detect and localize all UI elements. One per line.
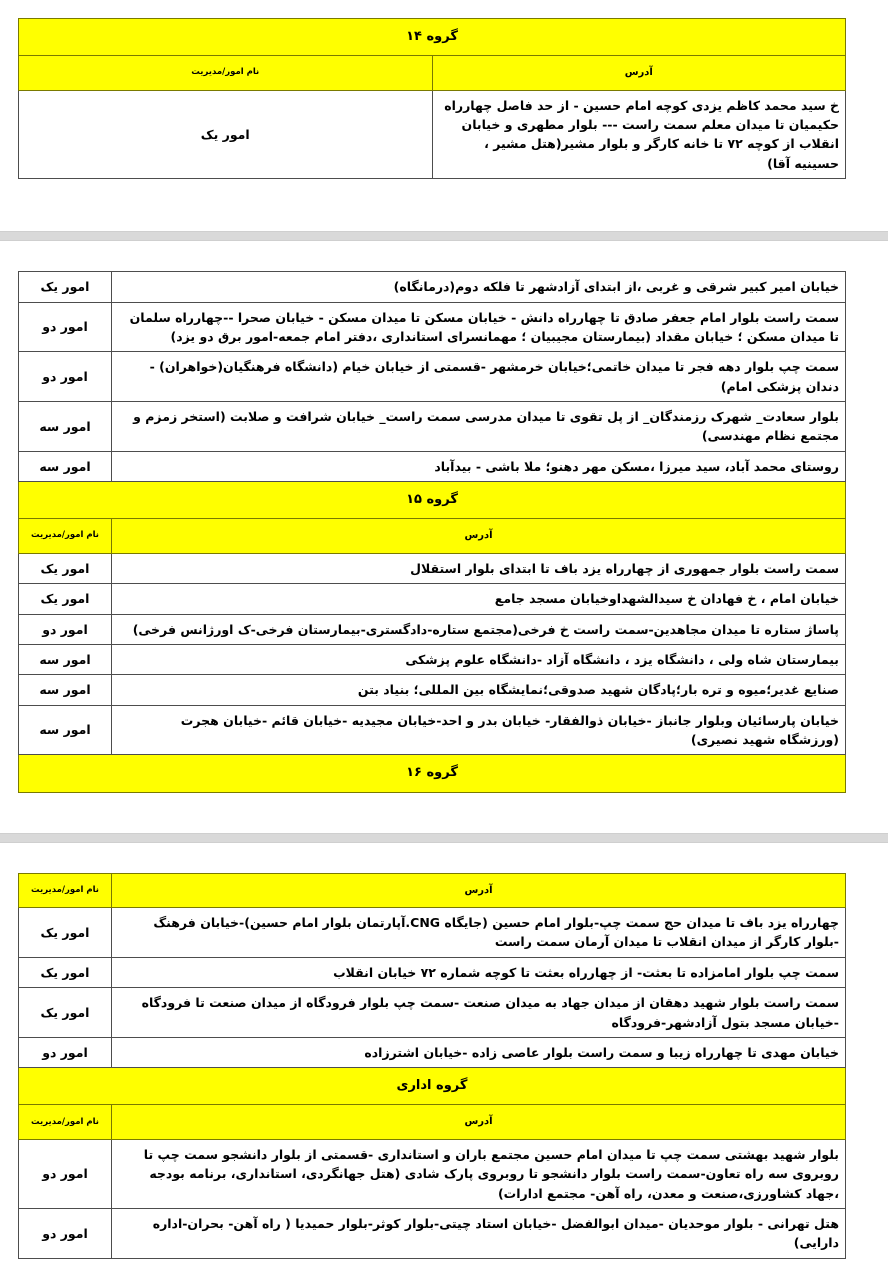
cell-address: صنایع غدیر؛میوه و تره بار؛پادگان شهید صدوقی؛نمایشگاه بین المللی؛ بنیاد بتن (112, 675, 846, 705)
table-row (19, 451, 846, 481)
cell-address: سمت راست بلوار جمهوری از چهارراه یزد باف تا ابتدای بلوار استقلال (112, 553, 846, 583)
group-title-label: گروه ۱۵ (19, 482, 846, 519)
table-row (19, 957, 846, 987)
address-table (18, 271, 846, 792)
table-row (19, 352, 846, 402)
cell-unit-name: امور سه (19, 675, 112, 705)
column-header-name: نام امور/مدیریت (19, 519, 112, 554)
table-row (19, 1209, 846, 1259)
document-page (0, 843, 888, 1263)
group-title-label: گروه اداری (19, 1068, 846, 1105)
table-row (19, 644, 846, 674)
cell-unit-name: امور یک (19, 908, 112, 958)
cell-unit-name: امور یک (19, 90, 433, 179)
page-content (0, 18, 888, 179)
group-title-row (19, 755, 846, 792)
cell-address: بلوار شهید بهشتی سمت چپ تا میدان امام حسین مجتمع باران و استانداری -قسمتی از بلوار دانشجو سمت چپ تا روبروی سه راه تعاون-سمت راست بلوار دانشجو تا روبروی پارک شادی (هتل جهانگردی، استانداری، برنامه بودجه ،جهاد کشاورزی،صنعت و معدن، راه آهن- مجتمع ادارات) (112, 1139, 846, 1208)
column-header-row (19, 56, 846, 91)
cell-address: سمت راست بلوار امام جعفر صادق تا چهارراه دانش - خیابان مسکن تا میدان مسکن - خیابان صحرا --چهارراه سلمان تا میدان مسکن ؛ خیابان مقداد (بیمارستان مجیبیان ؛ مهمانسرای استانداری ،دفتر امام جمعه-امور برق دو یزد) (112, 302, 846, 352)
page-content (0, 873, 888, 1259)
page-top-margin (0, 843, 888, 873)
cell-address: خیابان مهدی تا چهارراه زیبا و سمت راست بلوار عاصی زاده -خیابان اشترزاده (112, 1037, 846, 1067)
cell-unit-name: امور یک (19, 553, 112, 583)
cell-address: سمت راست بلوار شهید دهقان از میدان جهاد به میدان صنعت -سمت چپ بلوار فرودگاه از میدان صنعت تا فرودگاه -خیابان مسجد بتول آزادشهر-فرودگاه (112, 988, 846, 1038)
page-bottom-margin (0, 179, 888, 231)
table-row (19, 402, 846, 452)
cell-address: پاساژ ستاره تا میدان مجاهدین-سمت راست خ فرخی(مجتمع ستاره-دادگستری-بیمارستان فرخی-ک اورژانس فرخی) (112, 614, 846, 644)
cell-address: بلوار سعادت_ شهرک رزمندگان_ از پل تقوی تا میدان مدرسی سمت راست_ خیابان شرافت و صلابت (استخر زمزم و مجتمع نظام مهندسی) (112, 402, 846, 452)
cell-unit-name: امور دو (19, 352, 112, 402)
cell-unit-name: امور یک (19, 988, 112, 1038)
cell-address: سمت چپ بلوار امامزاده تا بعثت- از چهارراه بعثت تا کوچه شماره ۷۲ خیابان انقلاب (112, 957, 846, 987)
cell-address: روستای محمد آباد، سید میرزا ،مسکن مهر دهنو؛ ملا باشی - بیدآباد (112, 451, 846, 481)
cell-unit-name: امور دو (19, 1037, 112, 1067)
column-header-row (19, 873, 846, 908)
page-bottom-margin (0, 1259, 888, 1263)
cell-address: خ سید محمد کاظم یزدی کوچه امام حسین - از حد فاصل چهارراه حکیمیان تا میدان معلم سمت راست --- بلوار مطهری و خیابان انقلاب از کوچه ۷۲ تا خانه کارگر و بلوار مشیر(هتل مشیر ، حسینیه آقا) (432, 90, 846, 179)
group-title-row (19, 482, 846, 519)
document-page (0, 0, 888, 231)
document-page (0, 241, 888, 832)
table-row (19, 1037, 846, 1067)
column-header-name: نام امور/مدیریت (19, 56, 433, 91)
cell-address: بیمارستان شاه ولی ، دانشگاه یزد ، دانشگاه آزاد -دانشگاه علوم پزشکی (112, 644, 846, 674)
table-row (19, 988, 846, 1038)
group-title-row (19, 19, 846, 56)
cell-unit-name: امور یک (19, 272, 112, 302)
group-title-row (19, 1068, 846, 1105)
table-row (19, 272, 846, 302)
table-row (19, 553, 846, 583)
page-content (0, 271, 888, 792)
table-row (19, 584, 846, 614)
cell-address: خیابان امیر کبیر شرقی و غربی ،از ابتدای آزادشهر تا فلکه دوم(درمانگاه) (112, 272, 846, 302)
column-header-name: نام امور/مدیریت (19, 1105, 112, 1140)
group-title-label: گروه ۱۴ (19, 19, 846, 56)
column-header-address: آدرس (112, 1105, 846, 1140)
column-header-address: آدرس (432, 56, 846, 91)
column-header-row (19, 519, 846, 554)
cell-unit-name: امور یک (19, 584, 112, 614)
column-header-address: آدرس (112, 873, 846, 908)
cell-unit-name: امور سه (19, 451, 112, 481)
cell-address: چهارراه یزد باف تا میدان حج سمت چپ-بلوار امام حسین (جایگاه CNG.آپارتمان بلوار امام حسین)-خیابان فرهنگ -بلوار کارگر از میدان انقلاب تا میدان آرمان سمت راست (112, 908, 846, 958)
cell-unit-name: امور سه (19, 402, 112, 452)
page-bottom-margin (0, 793, 888, 833)
cell-unit-name: امور یک (19, 957, 112, 987)
page-separator (0, 833, 888, 843)
column-header-row (19, 1105, 846, 1140)
cell-unit-name: امور دو (19, 1139, 112, 1208)
address-table (18, 873, 846, 1259)
page-top-margin (0, 241, 888, 271)
table-row (19, 1139, 846, 1208)
cell-address: خیابان امام ، خ فهادان خ سیدالشهداوخیابان مسجد جامع (112, 584, 846, 614)
cell-unit-name: امور دو (19, 1209, 112, 1259)
cell-unit-name: امور دو (19, 614, 112, 644)
cell-unit-name: امور سه (19, 644, 112, 674)
group-title-label: گروه ۱۶ (19, 755, 846, 792)
cell-unit-name: امور سه (19, 705, 112, 755)
column-header-name: نام امور/مدیریت (19, 873, 112, 908)
table-row (19, 90, 846, 179)
page-separator (0, 231, 888, 241)
page-top-margin (0, 0, 888, 18)
table-row (19, 705, 846, 755)
table-row (19, 675, 846, 705)
column-header-address: آدرس (112, 519, 846, 554)
cell-address: هتل تهرانی - بلوار موحدیان -میدان ابوالفضل -خیابان استاد چیتی-بلوار کوثر-بلوار حمیدیا ( راه آهن- بحران-اداره دارایی) (112, 1209, 846, 1259)
table-row (19, 614, 846, 644)
cell-address: سمت چپ بلوار دهه فجر تا میدان خاتمی؛خیابان خرمشهر -قسمتی از خیابان خیام (دانشگاه فرهنگیان(خواهران) - دندان پزشکی امام) (112, 352, 846, 402)
table-row (19, 908, 846, 958)
cell-unit-name: امور دو (19, 302, 112, 352)
cell-address: خیابان پارسائیان وبلوار جانباز -خیابان ذوالفقار- خیابان بدر و احد-خیابان مجیدیه -خیابان قائم -خیابان هجرت (ورزشگاه شهید نصیری) (112, 705, 846, 755)
table-row (19, 302, 846, 352)
address-table (18, 18, 846, 179)
